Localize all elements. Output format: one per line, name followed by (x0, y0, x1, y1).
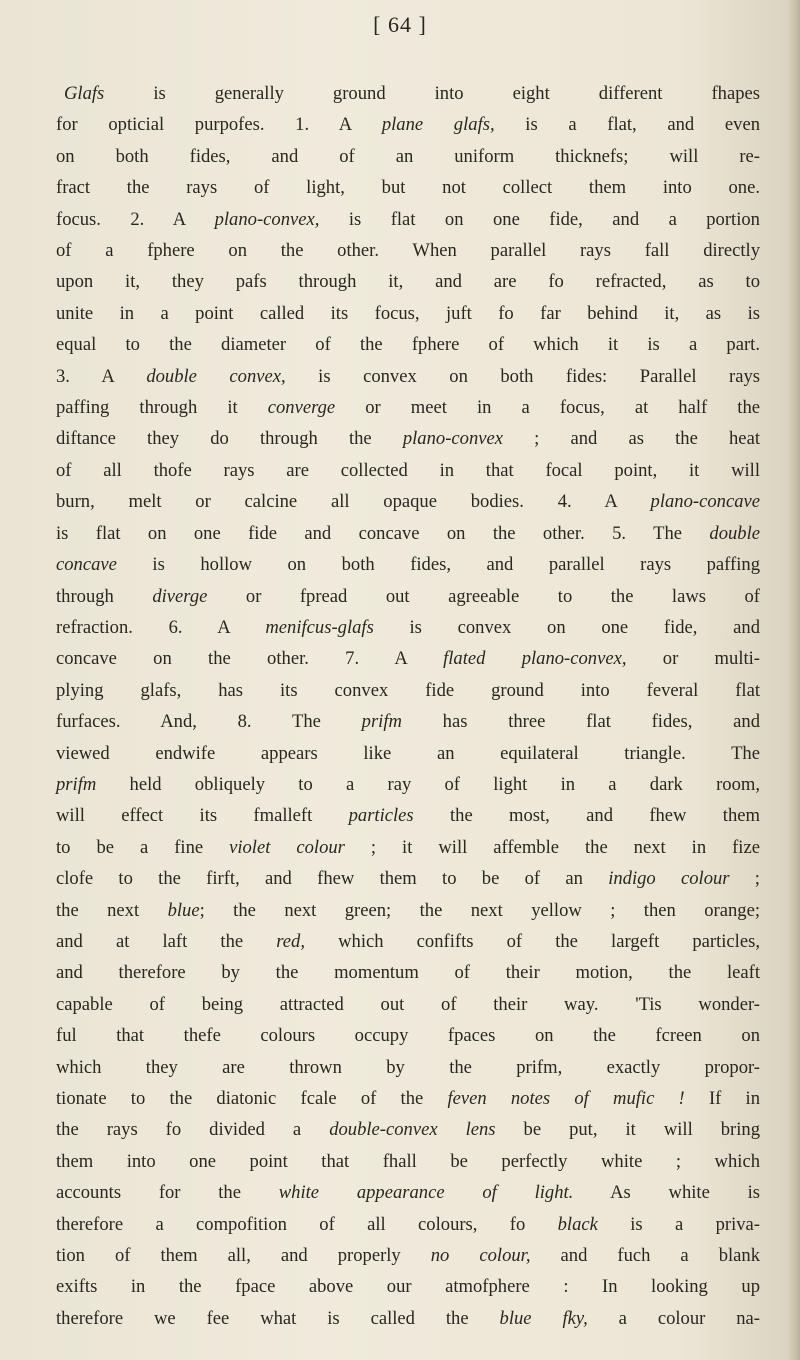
italic-term: blue (167, 899, 200, 921)
text-segment: is a priva- (597, 1213, 760, 1235)
text-segment: on both fides, and of an uniform thicknefs; will re- (56, 145, 760, 167)
text-line (56, 486, 760, 517)
text-line (56, 518, 760, 549)
text-segment: through (56, 585, 153, 607)
text-segment: has three flat fides, and (401, 711, 760, 733)
italic-term: converge (267, 397, 336, 419)
text-line (56, 1303, 760, 1334)
text-segment: ; the next green; the next yellow ; then orange; (199, 899, 760, 921)
page-edge (788, 0, 800, 1360)
text-line (56, 1083, 760, 1114)
italic-term: violet colour (229, 836, 345, 858)
text-line (56, 298, 760, 329)
text-segment: As white is (573, 1182, 760, 1204)
text-segment: will effect its fmalleft (56, 805, 349, 827)
italic-term: double-convex lens (329, 1119, 496, 1141)
text-segment: focus. 2. A (56, 208, 215, 230)
text-line (56, 800, 760, 831)
text-segment: or multi- (626, 648, 761, 670)
text-segment: to be a fine (56, 836, 230, 858)
text-line (56, 706, 760, 737)
text-segment: for opticial purpofes. 1. A (56, 114, 382, 136)
text-line (56, 235, 760, 266)
italic-term: indigo colour (608, 868, 730, 890)
text-line (56, 423, 760, 454)
italic-term: white appearance of light. (278, 1182, 574, 1204)
text-segment: is hollow on both fides, and parallel rays paffing (116, 554, 760, 576)
text-line (56, 1271, 760, 1302)
italic-term: flated plano-convex, (443, 648, 627, 670)
text-line (56, 769, 760, 800)
text-line (56, 78, 760, 109)
text-line (56, 1146, 760, 1177)
text-segment: and therefore by the momentum of their motion, the leaft (56, 962, 760, 984)
text-line (56, 1114, 760, 1145)
text-segment: therefore we fee what is called the (56, 1307, 500, 1329)
text-line (56, 549, 760, 580)
text-line (56, 1209, 760, 1240)
page-number: [ 64 ] (373, 12, 427, 37)
text-segment: capable of being attracted out of their way. 'Tis wonder- (56, 993, 760, 1015)
text-line (56, 109, 760, 140)
text-segment: which confifts of the largeft particles, (305, 930, 760, 952)
text-segment: is convex on both fides: Parallel rays (285, 365, 760, 387)
text-segment: them into one point that fhall be perfectly white ; which (56, 1150, 760, 1172)
italic-term: menifcus-glafs (265, 616, 374, 638)
text-segment: the rays fo divided a (56, 1119, 330, 1141)
italic-term: no colour, (430, 1245, 531, 1267)
text-line (56, 926, 760, 957)
text-segment: which they are thrown by the prifm, exactly propor- (56, 1056, 760, 1078)
text-segment: or meet in a focus, at half the (335, 397, 760, 419)
text-segment: paffing through it (56, 397, 268, 419)
italic-term: red, (276, 930, 305, 952)
text-line (56, 863, 760, 894)
body-text (56, 78, 760, 1334)
text-segment: is flat on one fide, and a portion (319, 208, 760, 230)
text-line (56, 172, 760, 203)
italic-term: blue fky, (499, 1307, 588, 1329)
text-line (56, 738, 760, 769)
text-segment: and fuch a blank (530, 1245, 761, 1267)
text-segment: the next (56, 899, 168, 921)
italic-term: concave (56, 554, 117, 576)
text-segment: accounts for the (56, 1182, 279, 1204)
text-line (56, 141, 760, 172)
text-line (56, 957, 760, 988)
italic-term: diverge (152, 585, 208, 607)
text-segment: tion of them all, and properly (56, 1245, 431, 1267)
text-segment: clofe to the firft, and fhew them to be of an (56, 868, 609, 890)
text-segment: of all thofe rays are collected in that focal point, it will (56, 459, 760, 481)
text-line (56, 455, 760, 486)
text-line (56, 266, 760, 297)
text-segment: of a fphere on the other. When parallel rays fall directly (56, 240, 760, 262)
text-line (56, 612, 760, 643)
text-segment: or fpread out agreeable to the laws of (207, 585, 760, 607)
text-segment: the most, and fhew them (413, 805, 760, 827)
text-segment: diftance they do through the (56, 428, 403, 450)
text-segment: tionate to the diatonic fcale of the (56, 1088, 448, 1109)
text-segment: is flat on one fide and concave on the other. 5. The (56, 522, 710, 544)
italic-term: double (709, 522, 760, 544)
text-segment: upon it, they pafs through it, and are fo refracted, as to (56, 271, 760, 293)
text-line (56, 329, 760, 360)
italic-term: black (557, 1213, 598, 1235)
text-line (56, 204, 760, 235)
text-segment: is generally ground into eight different fhapes (104, 83, 760, 104)
text-segment: furfaces. And, 8. The (56, 711, 362, 733)
text-segment: ; it will affemble the next in fize (344, 836, 760, 858)
text-segment: fract the rays of light, but not collect them into one. (56, 177, 760, 199)
italic-term: plano-concave (650, 491, 760, 513)
text-line (56, 392, 760, 423)
text-line (56, 832, 760, 863)
text-line (56, 581, 760, 612)
text-line (56, 895, 760, 926)
italic-term: plane glafs, (381, 114, 495, 136)
text-segment: exifts in the fpace above our atmofphere : In looking up (56, 1276, 760, 1298)
text-segment: viewed endwife appears like an equilateral triangle. The (56, 742, 760, 764)
italic-term: plano-convex, (214, 208, 320, 230)
text-line (56, 989, 760, 1020)
text-segment: be put, it will bring (495, 1119, 760, 1141)
text-segment: burn, melt or calcine all opaque bodies. 4. A (56, 491, 651, 513)
italic-term: plano-convex (402, 428, 503, 450)
text-segment: is convex on one fide, and (373, 616, 760, 638)
text-segment: 3. A (56, 365, 147, 387)
text-segment: and at laft the (56, 930, 277, 952)
italic-term: double convex, (146, 365, 286, 387)
text-segment: is a flat, and even (494, 114, 760, 136)
text-line (56, 675, 760, 706)
text-line (56, 1177, 760, 1208)
italic-term: Glafs (64, 83, 105, 104)
italic-term: prifm (56, 773, 97, 795)
text-segment: ; (729, 868, 760, 890)
text-segment: ; and as the heat (503, 428, 760, 450)
text-line (56, 1020, 760, 1051)
text-segment: concave on the other. 7. A (56, 648, 444, 670)
text-line (56, 361, 760, 392)
text-segment: a colour na- (587, 1307, 760, 1329)
italic-term: feven notes of mufic ! (447, 1088, 685, 1109)
text-line (56, 1240, 760, 1271)
text-line (56, 643, 760, 674)
text-segment: ful that thefe colours occupy fpaces on the fcreen on (56, 1025, 760, 1047)
text-segment: plying glafs, has its convex fide ground into feveral flat (56, 679, 760, 701)
text-segment: therefore a compofition of all colours, fo (56, 1213, 558, 1235)
text-segment: refraction. 6. A (56, 616, 266, 638)
italic-term: prifm (361, 711, 402, 733)
text-line (56, 1052, 760, 1083)
italic-term: particles (348, 805, 414, 827)
text-segment: If in (684, 1088, 760, 1109)
text-segment: unite in a point called its focus, juft fo far behind it, as is (56, 302, 760, 324)
text-segment: equal to the diameter of the fphere of which it is a part. (56, 334, 760, 356)
text-segment: held obliquely to a ray of light in a dark room, (96, 773, 760, 795)
